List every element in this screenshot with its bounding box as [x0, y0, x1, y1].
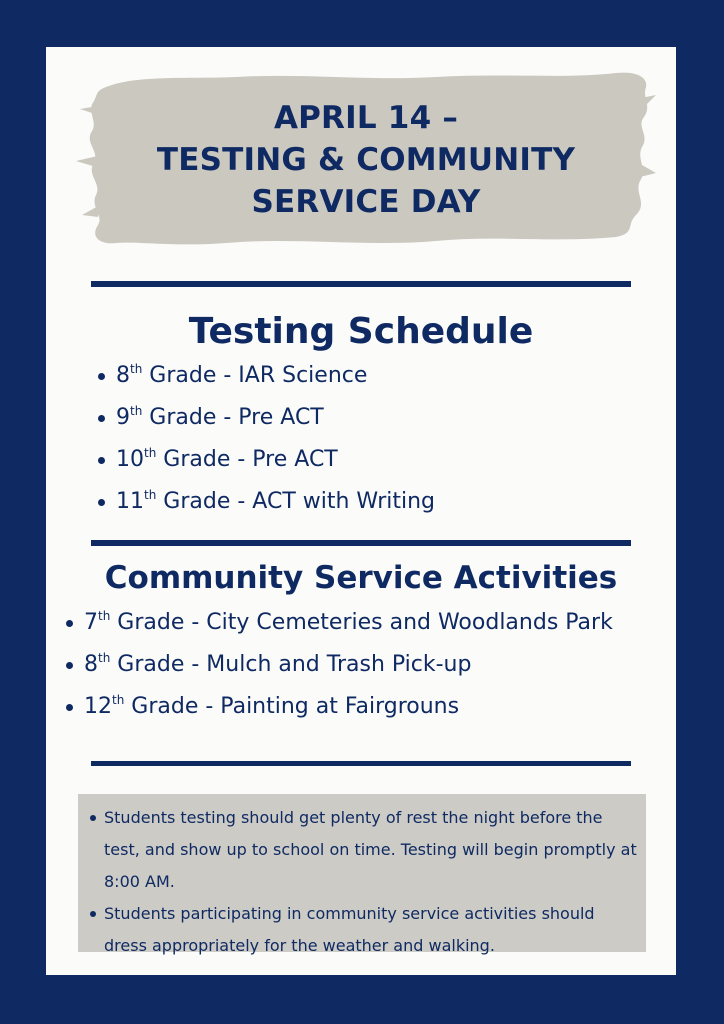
list-item	[66, 644, 613, 686]
list-item	[98, 355, 435, 397]
bullet-icon	[66, 704, 73, 711]
activity-text: Grade - Pre ACT	[142, 405, 324, 430]
list-item	[98, 397, 435, 439]
bullet-icon	[90, 911, 96, 917]
activity-text: Grade - Pre ACT	[156, 447, 338, 472]
grade-number: 10	[116, 447, 144, 472]
event-headline	[76, 97, 656, 223]
divider-bottom	[91, 761, 631, 766]
activity-text: Grade - Mulch and Trash Pick-up	[110, 652, 472, 677]
grade-ordinal-suffix: th	[130, 404, 143, 418]
grade-number: 11	[116, 489, 144, 514]
headline-date: APRIL 14 –	[273, 100, 459, 136]
activity-text: Grade - Painting at Fairgrouns	[124, 694, 460, 719]
activity-text: Grade - City Cemeteries and Woodlands Park	[110, 610, 613, 635]
list-item	[66, 602, 613, 644]
notes-box	[78, 794, 646, 955]
bullet-icon	[66, 620, 73, 627]
list-item	[66, 686, 613, 728]
grade-ordinal-suffix: th	[112, 693, 125, 707]
activity-text: Grade - IAR Science	[142, 363, 368, 388]
grade-number: 7	[84, 610, 98, 635]
divider-middle	[91, 540, 631, 546]
grade-number: 9	[116, 405, 130, 430]
grade-ordinal-suffix: th	[144, 446, 157, 460]
community-service-title: Community Service Activities	[104, 560, 618, 596]
testing-schedule-title: Testing Schedule	[188, 311, 534, 352]
community-service-list	[66, 602, 613, 728]
bullet-icon	[98, 415, 105, 422]
bullet-icon	[66, 662, 73, 669]
headline-title-line1: TESTING & COMMUNITY	[156, 142, 576, 178]
bullet-icon	[98, 499, 105, 506]
flyer-card	[46, 47, 676, 975]
note-text: Students participating in community service activities should dress appropriately for the weather and walking.	[104, 904, 595, 955]
bullet-icon	[90, 815, 96, 821]
activity-text: Grade - ACT with Writing	[156, 489, 435, 514]
divider-top	[91, 281, 631, 287]
headline-title-line2: SERVICE DAY	[251, 184, 481, 220]
grade-number: 8	[84, 652, 98, 677]
bullet-icon	[98, 373, 105, 380]
note-item	[88, 898, 638, 962]
grade-number: 8	[116, 363, 130, 388]
notes-list	[88, 802, 638, 962]
grade-ordinal-suffix: th	[144, 488, 157, 502]
grade-ordinal-suffix: th	[98, 609, 111, 623]
grade-ordinal-suffix: th	[130, 362, 143, 376]
bullet-icon	[98, 457, 105, 464]
note-item	[88, 802, 638, 898]
grade-number: 12	[84, 694, 112, 719]
testing-schedule-list	[98, 355, 435, 523]
list-item	[98, 439, 435, 481]
grade-ordinal-suffix: th	[98, 651, 111, 665]
list-item	[98, 481, 435, 523]
note-text: Students testing should get plenty of rest the night before the test, and show up to school on time. Testing will begin promptly at 8:00 AM.	[104, 808, 637, 891]
